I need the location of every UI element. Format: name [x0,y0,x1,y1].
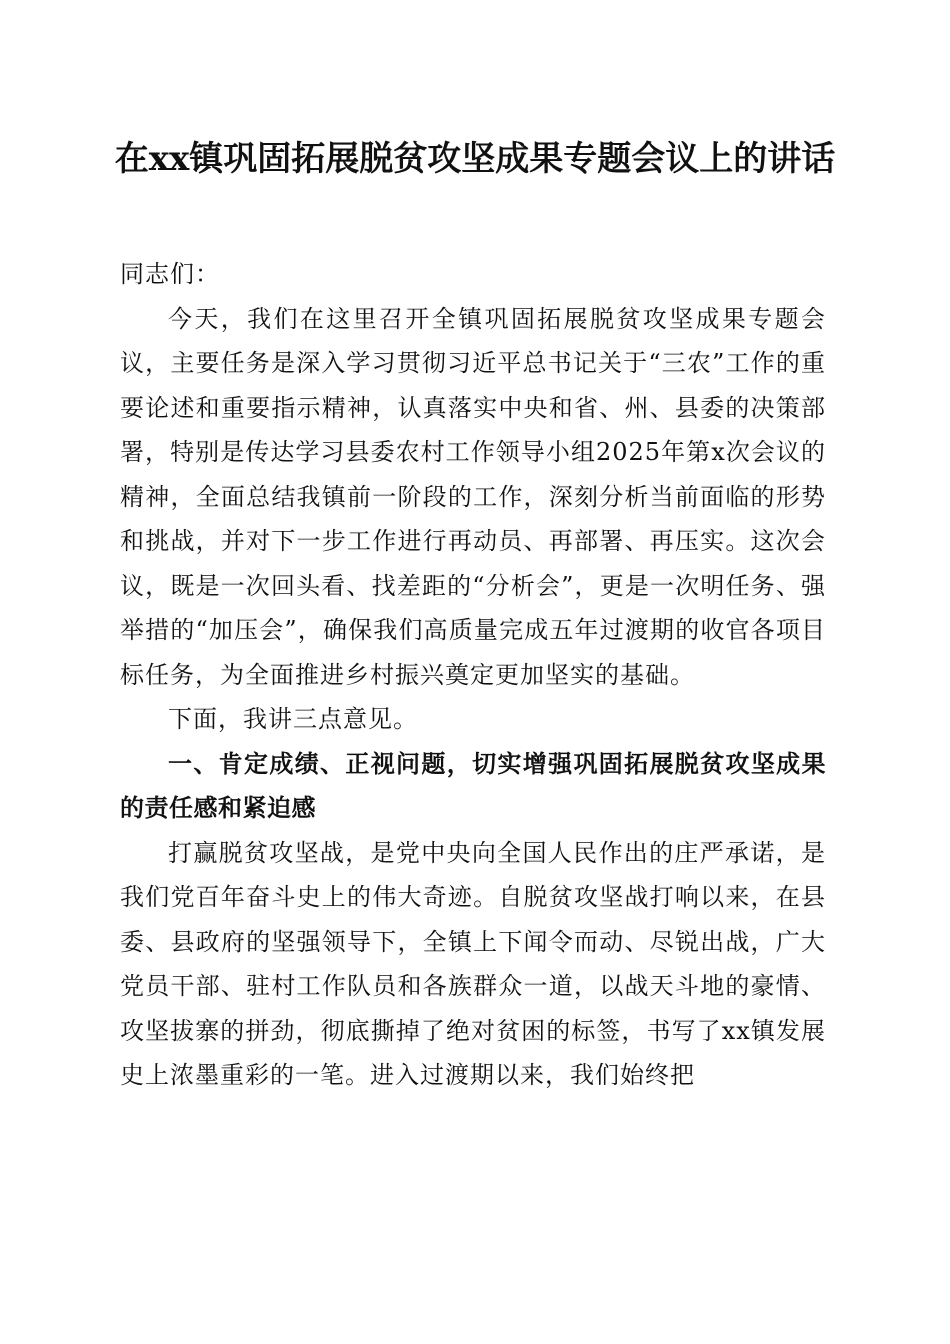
paragraph-section-1: 打赢脱贫攻坚战，是党中央向全国人民作出的庄严承诺，是我们党百年奋斗史上的伟大奇迹。自脱贫攻坚战打响以来，在县委、县政府的坚强领导下，全镇上下闻令而动、尽锐出战，广大党员干部、驻村工作队员和各族群众一道，以战天斗地的豪情、攻坚拔寨的拼劲，彻底撕掉了绝对贫困的标签，书写了xx镇发展史上浓墨重彩的一笔。进入过渡期以来，我们始终把 [120,838,826,1089]
paragraph-opening: 今天，我们在这里召开全镇巩固拓展脱贫攻坚成果专题会议，主要任务是深入学习贯彻习近平总书记关于“三农”工作的重要论述和重要指示精神，认真落实中央和省、州、县委的决策部署，特别是传达学习县委农村工作领导小组2025年第x次会议的精神，全面总结我镇前一阶段的工作，深刻分析当前面临的形势和挑战，并对下一步工作进行再动员、再部署、再压实。这次会议，既是一次回头看、找差距的“分析会”，更是一次明任务、强举措的“加压会”，确保我们高质量完成五年过渡期的收官各项目标任务，为全面推进乡村振兴奠定更加坚实的基础。 [120,304,826,689]
document-body [120,252,826,1098]
paragraph-outline: 下面，我讲三点意见。 [168,705,418,733]
document-title: 在xx镇巩固拓展脱贫攻坚成果专题会议上的讲话 [114,139,836,179]
section-heading-1: 一、肯定成绩、正视问题，切实增强巩固拓展脱贫攻坚成果的责任感和紧迫感 [120,749,826,822]
salutation: 同志们： [120,260,220,288]
